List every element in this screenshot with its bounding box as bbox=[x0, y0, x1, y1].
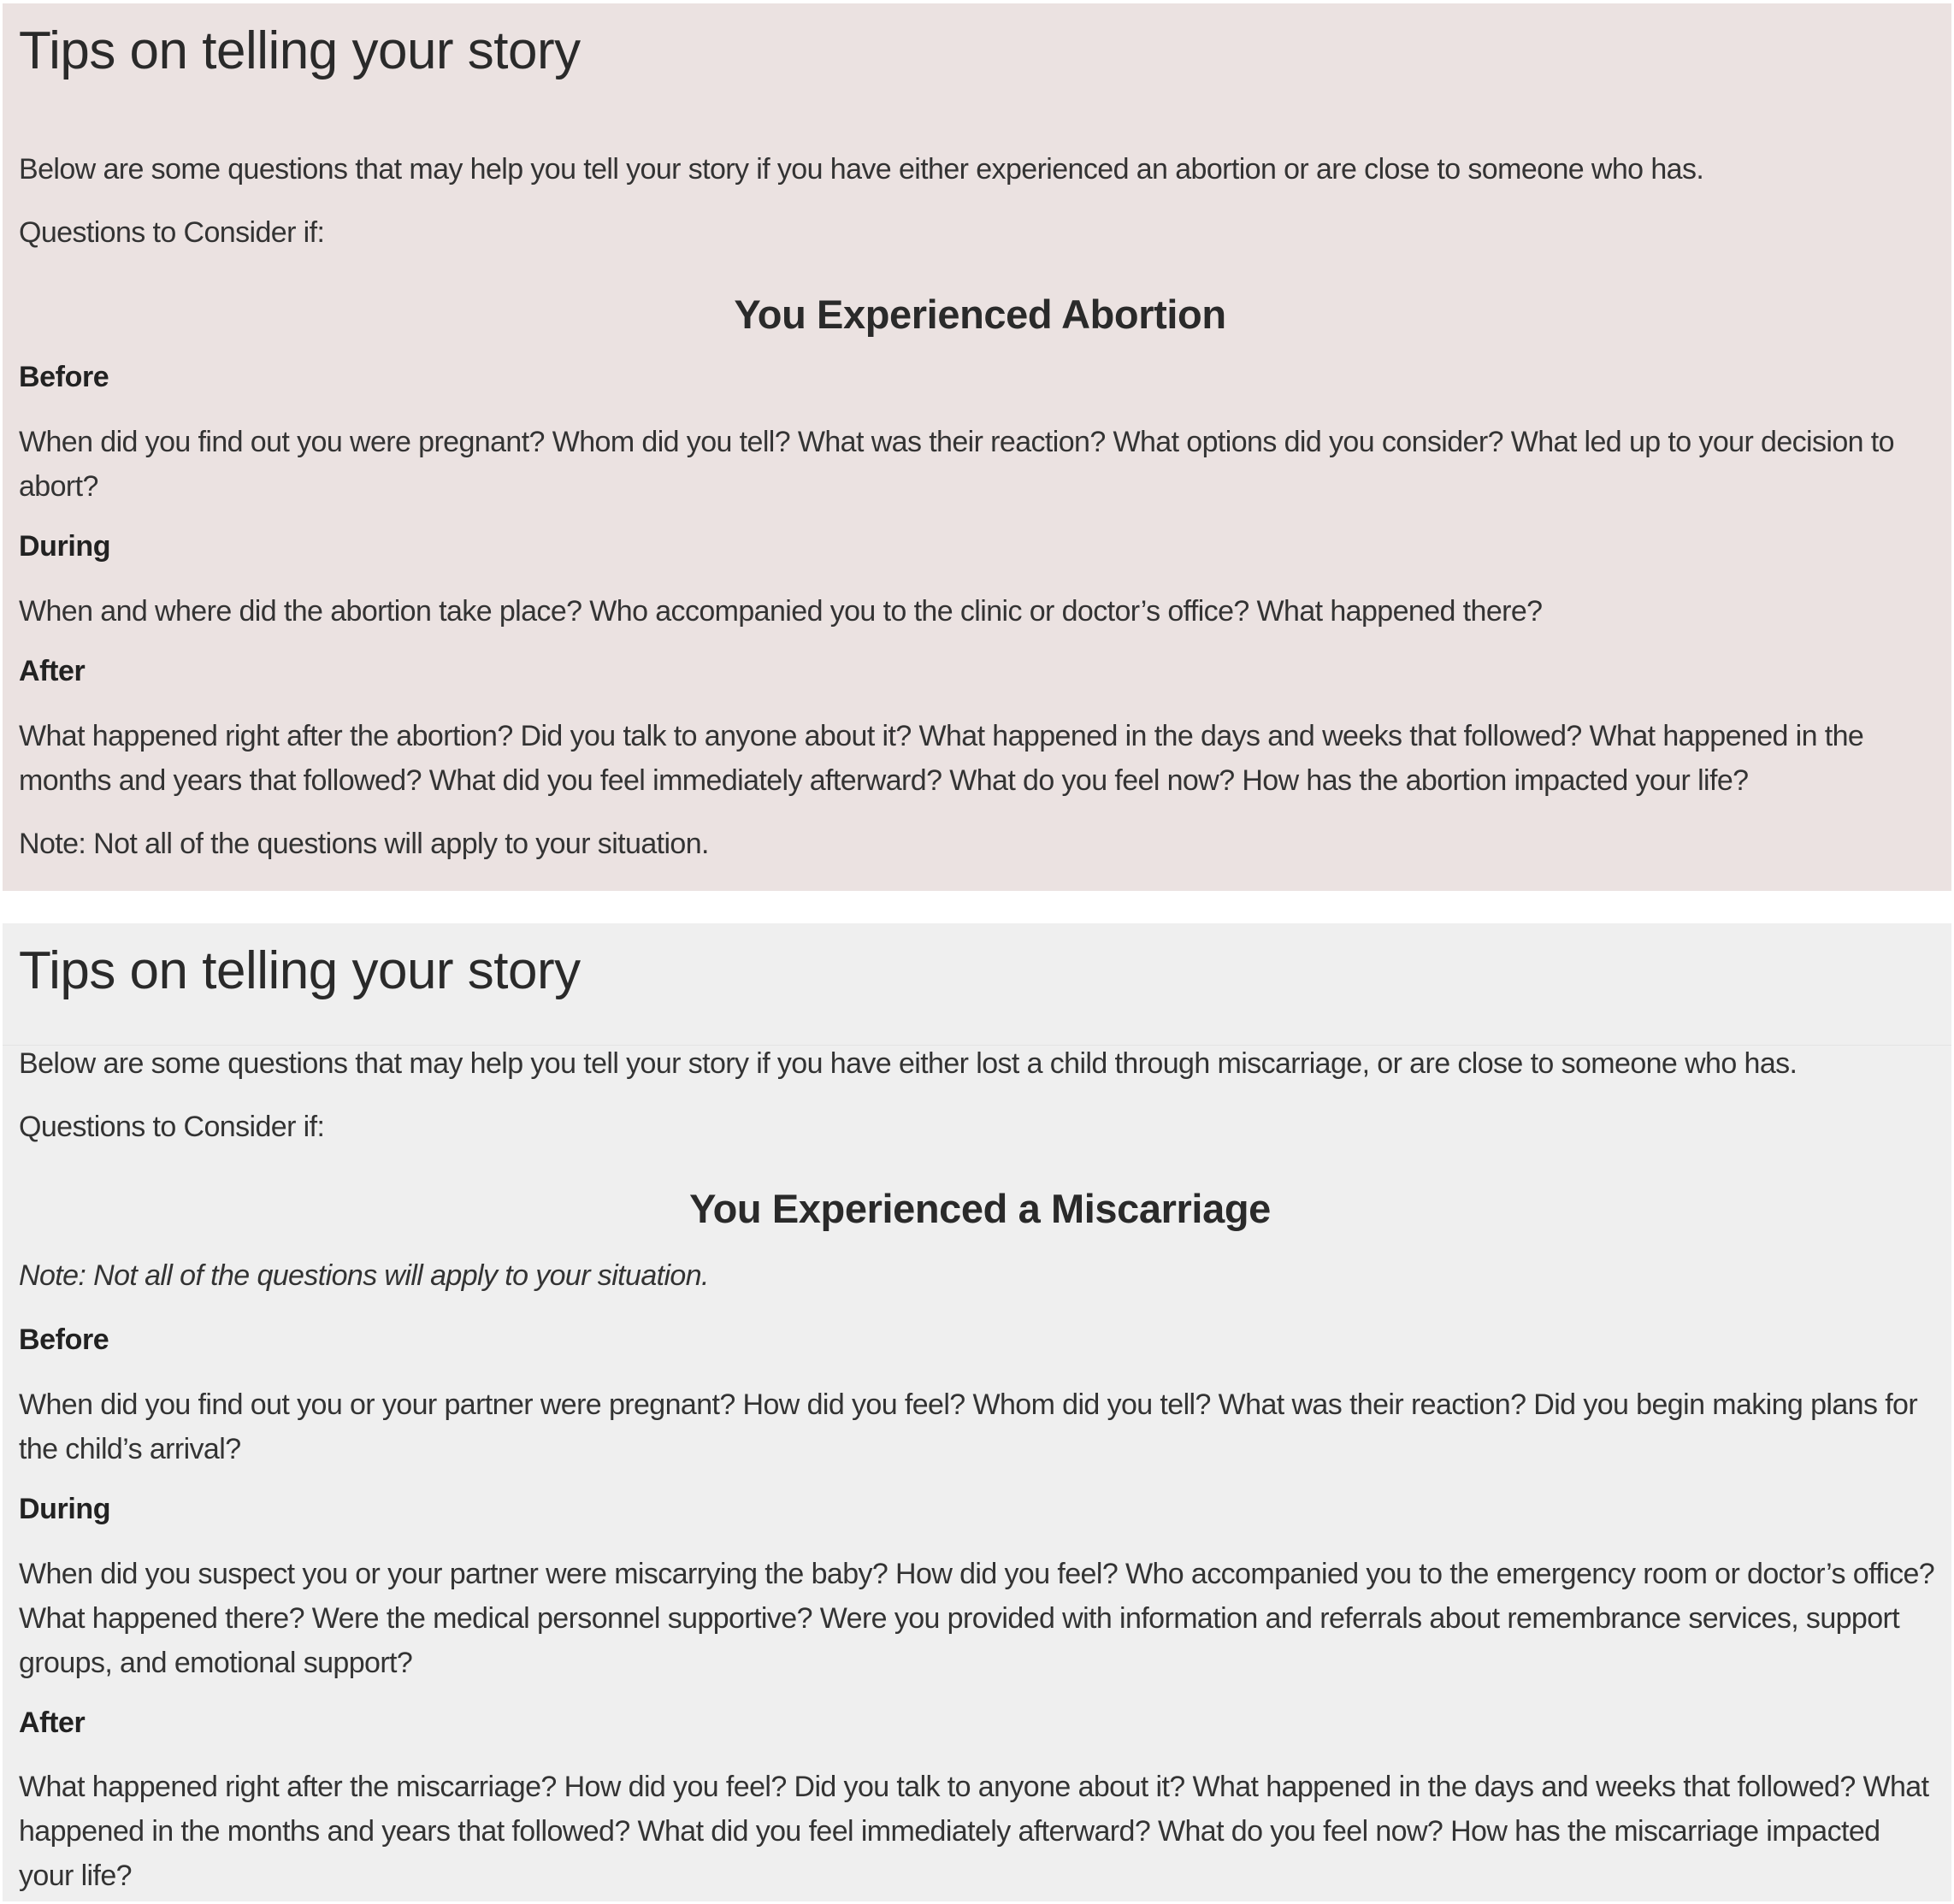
miscarriage-tips-panel bbox=[3, 923, 1951, 1901]
section-title: You Experienced Abortion bbox=[734, 292, 1226, 337]
questions-label: Questions to Consider if: bbox=[19, 216, 325, 249]
page-title: Tips on telling your story bbox=[19, 941, 581, 1000]
after-label: After bbox=[19, 1707, 86, 1739]
before-text: When did you find out you or your partner were pregnant? How did you feel? Whom did you tell? What was their reaction? Did you begin making plans for the child’s arrival? bbox=[19, 1388, 1918, 1465]
questions-label: Questions to Consider if: bbox=[19, 1111, 325, 1143]
during-label: During bbox=[19, 530, 111, 563]
during-text: When and where did the abortion take place? Who accompanied you to the clinic or doctor’s office? What happened there? bbox=[19, 595, 1543, 628]
note-text: Note: Not all of the questions will apply to your situation. bbox=[19, 1259, 709, 1292]
after-label: After bbox=[19, 655, 86, 687]
during-label: During bbox=[19, 1493, 111, 1525]
intro-text: Below are some questions that may help you tell your story if you have either experienced an abortion or are close to someone who has. bbox=[19, 153, 1704, 186]
before-label: Before bbox=[19, 361, 109, 393]
intro-text: Below are some questions that may help you tell your story if you have either lost a child through miscarriage, or are close to someone who has. bbox=[19, 1047, 1798, 1080]
page-title: Tips on telling your story bbox=[19, 21, 581, 80]
before-label: Before bbox=[19, 1323, 109, 1356]
abortion-tips-panel bbox=[3, 3, 1951, 891]
after-text: What happened right after the miscarriage? How did you feel? Did you talk to anyone about it? What happened in the days and weeks that followed? What happened in the months and years that followed? What did you feel immediately afterward? What do you feel now? How has the miscarriage impacted your life? bbox=[19, 1771, 1929, 1892]
before-text: When did you find out you were pregnant? Whom did you tell? What was their reaction? What options did you consider? What led up to your decision to abort? bbox=[19, 426, 1894, 503]
note-text: Note: Not all of the questions will apply to your situation. bbox=[19, 828, 709, 860]
after-text: What happened right after the abortion? Did you talk to anyone about it? What happened in the days and weeks that followed? What happened in the months and years that followed? What did you feel immediately afterward? What do you feel now? How has the abortion impacted your life? bbox=[19, 720, 1864, 797]
during-text: When did you suspect you or your partner were miscarrying the baby? How did you feel? Who accompanied you to the emergency room or doctor’s office? What happened there? Were the medical personnel supportive? Were you provided with information and referrals about remembrance services, support groups, and emotional support? bbox=[19, 1558, 1935, 1679]
section-title: You Experienced a Miscarriage bbox=[689, 1186, 1271, 1231]
